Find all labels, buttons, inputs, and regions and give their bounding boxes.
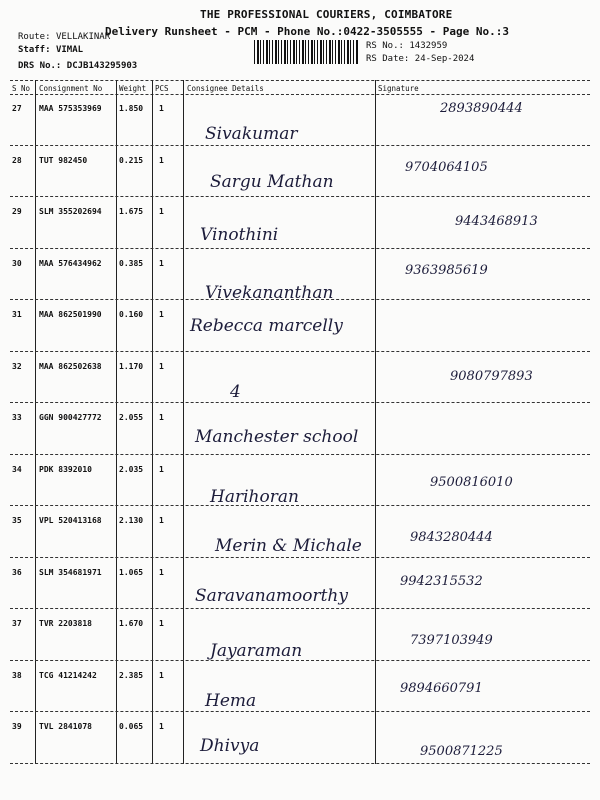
row-pcs: 1	[159, 310, 164, 319]
row-consignment-no: VPL 520413168	[39, 516, 102, 525]
row-pcs: 1	[159, 258, 164, 268]
table-row	[0, 148, 600, 197]
consignee-handwriting: Manchester school	[195, 427, 359, 447]
route-label: Route:	[18, 32, 51, 42]
drs-value: DCJB143295903	[66, 61, 138, 71]
row-sno: 39	[12, 722, 22, 731]
table-row	[0, 508, 600, 557]
signature-handwriting: 9080797893	[450, 368, 533, 384]
signature-handwriting: 9843280444	[410, 530, 493, 545]
row-weight: 2.035	[119, 464, 144, 474]
col-header-consignment: Consignment No	[39, 84, 103, 93]
consignee-handwriting: Rebecca marcelly	[190, 316, 343, 336]
row-sno: 28	[12, 155, 22, 165]
row-consignment-no: TVR 2203818	[39, 619, 92, 628]
row-divider	[10, 608, 590, 609]
row-weight: 1.065	[119, 567, 144, 577]
staff-value: VIMAL	[55, 45, 84, 55]
row-divider	[10, 557, 590, 558]
consignee-handwriting: Sivakumar	[205, 124, 298, 144]
col-header-sno: S No	[12, 84, 31, 93]
row-consignment-no: MAA 576434962	[39, 258, 102, 268]
row-weight: 1.850	[119, 104, 144, 113]
drs-label: DRS No.:	[18, 61, 62, 71]
consignee-handwriting: Harihoran	[210, 486, 299, 507]
consignee-handwriting: 4	[230, 381, 241, 402]
table-row	[0, 663, 600, 712]
row-pcs: 1	[159, 567, 164, 577]
signature-handwriting: 2893890444	[440, 101, 523, 116]
barcode	[254, 40, 358, 64]
row-pcs: 1	[159, 155, 164, 165]
col-header-weight: Weight	[119, 84, 147, 93]
row-divider	[10, 505, 590, 506]
row-weight: 1.675	[119, 207, 144, 216]
row-pcs: 1	[159, 361, 164, 371]
row-weight: 2.130	[119, 516, 144, 525]
table-row	[0, 354, 600, 403]
row-pcs: 1	[159, 670, 164, 680]
row-divider	[10, 711, 590, 712]
row-pcs: 1	[159, 104, 164, 113]
table-row	[0, 302, 600, 351]
row-consignment-no: PDK 8392010	[39, 464, 92, 474]
row-consignment-no: SLM 354681971	[39, 567, 102, 577]
row-sno: 33	[12, 413, 22, 422]
company-title: THE PROFESSIONAL COURIERS, COIMBATORE	[200, 8, 453, 21]
row-divider	[10, 660, 590, 661]
consignee-handwriting: Vivekananthan	[205, 282, 334, 303]
row-sno: 35	[12, 516, 22, 525]
consignee-handwriting: Sargu Mathan	[210, 171, 334, 192]
signature-handwriting: 9894660791	[400, 680, 483, 696]
row-divider	[10, 351, 590, 352]
rs-date-label: RS Date:	[366, 54, 410, 64]
row-weight: 0.160	[119, 310, 144, 319]
row-pcs: 1	[159, 413, 164, 422]
row-pcs: 1	[159, 207, 164, 216]
row-weight: 1.170	[119, 361, 144, 371]
signature-handwriting: 9704064105	[405, 159, 488, 175]
consignee-handwriting: Dhivya	[200, 736, 260, 756]
row-sno: 36	[12, 567, 22, 577]
table-row	[0, 457, 600, 506]
signature-handwriting: 9500816010	[430, 474, 513, 490]
row-consignment-no: MAA 862502638	[39, 361, 102, 371]
col-header-pcs: PCS	[155, 84, 169, 93]
table-row	[0, 96, 600, 145]
signature-handwriting: 7397103949	[410, 633, 493, 648]
row-consignment-no: TVL 2841078	[39, 722, 92, 731]
row-consignment-no: GGN 900427772	[39, 413, 102, 422]
runsheet-subtitle: Delivery Runsheet - PCM - Phone No.:0422-3505555 - Page No.:3	[105, 25, 509, 38]
table-row	[0, 405, 600, 454]
col-header-signature: Signature	[378, 84, 419, 93]
consignee-handwriting: Vinothini	[200, 225, 279, 245]
row-sno: 38	[12, 670, 22, 680]
rs-no-line	[366, 41, 447, 51]
table-row	[0, 251, 600, 303]
signature-handwriting: 9363985619	[405, 262, 488, 278]
staff-label: Staff:	[18, 45, 51, 55]
rs-date-line	[366, 54, 474, 64]
row-sno: 30	[12, 258, 22, 268]
rs-date-value: 24-Sep-2024	[414, 54, 475, 64]
row-sno: 32	[12, 361, 22, 371]
staff-line	[18, 45, 83, 55]
row-consignment-no: SLM 355202694	[39, 207, 102, 216]
row-weight: 1.670	[119, 619, 144, 628]
row-sno: 31	[12, 310, 22, 319]
row-sno: 27	[12, 104, 22, 113]
row-sno: 34	[12, 464, 22, 474]
consignee-handwriting: Merin & Michale	[215, 536, 362, 556]
consignee-handwriting: Jayaraman	[210, 641, 303, 661]
row-weight: 0.215	[119, 155, 144, 165]
row-consignment-no: TUT 982450	[39, 155, 88, 165]
row-consignment-no: MAA 862501990	[39, 310, 102, 319]
drs-line	[18, 61, 137, 71]
row-divider	[10, 454, 590, 455]
signature-handwriting: 9443468913	[455, 214, 538, 229]
row-weight: 0.065	[119, 722, 144, 731]
row-pcs: 1	[159, 464, 164, 474]
row-weight: 2.385	[119, 670, 144, 680]
table-row	[0, 560, 600, 609]
signature-handwriting: 9942315532	[400, 573, 483, 589]
row-pcs: 1	[159, 722, 164, 731]
row-divider	[10, 402, 590, 403]
row-sno: 37	[12, 619, 22, 628]
row-pcs: 1	[159, 516, 164, 525]
row-weight: 0.385	[119, 258, 144, 268]
row-consignment-no: MAA 575353969	[39, 104, 102, 113]
row-weight: 2.055	[119, 413, 144, 422]
consignee-handwriting: Saravanamoorthy	[195, 585, 348, 606]
table-row	[0, 714, 600, 763]
consignee-handwriting: Hema	[205, 690, 257, 711]
header-rule-bottom	[10, 94, 590, 95]
route-line	[18, 32, 110, 42]
signature-handwriting: 9500871225	[420, 744, 503, 759]
row-consignment-no: TCG 41214242	[39, 670, 97, 680]
row-divider	[10, 196, 590, 197]
header-rule-top	[10, 80, 590, 81]
col-header-consignee: Consignee Details	[187, 84, 264, 93]
row-divider	[10, 763, 590, 764]
rs-no-label: RS No.:	[366, 41, 404, 51]
row-divider	[10, 145, 590, 146]
table-row	[0, 199, 600, 248]
row-sno: 29	[12, 207, 22, 216]
row-divider	[10, 299, 590, 300]
rs-no-value: 1432959	[409, 41, 448, 51]
row-pcs: 1	[159, 619, 164, 628]
route-value: VELLAKINAR	[55, 32, 111, 42]
row-divider	[10, 248, 590, 249]
table-row	[0, 611, 600, 660]
